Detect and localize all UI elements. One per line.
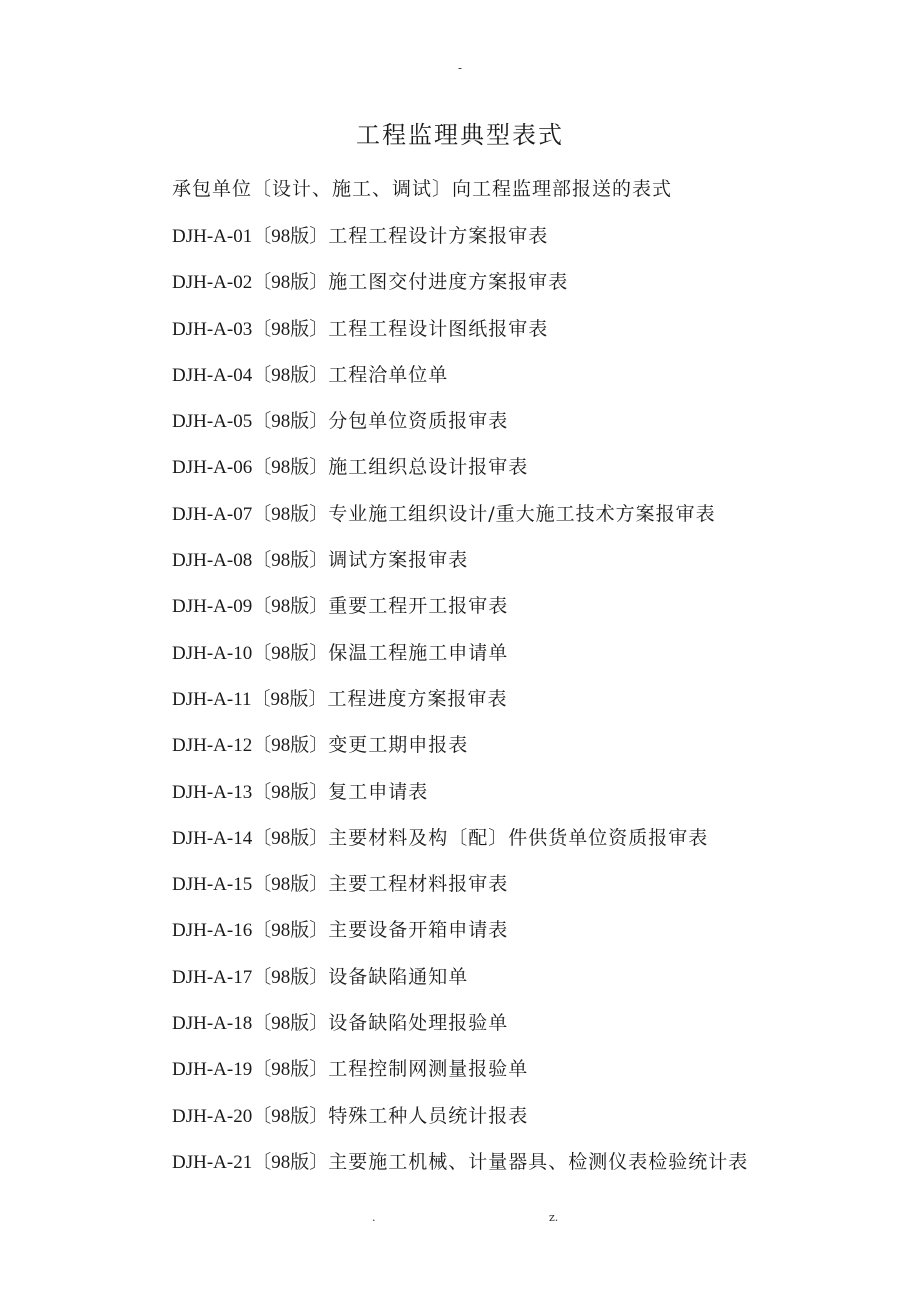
form-code: DJH-A-04〔98版〕: [172, 364, 329, 386]
form-code: DJH-A-03〔98版〕: [172, 318, 329, 340]
list-item: [172, 545, 748, 591]
form-code: DJH-A-16〔98版〕: [172, 920, 329, 942]
list-item: [172, 1008, 748, 1054]
form-name: 施工组织总设计报审表: [328, 456, 529, 479]
form-code: DJH-A-07〔98版〕: [172, 503, 329, 525]
form-code: DJH-A-21〔98版〕: [172, 1151, 329, 1173]
list-item: [172, 406, 748, 452]
form-code: DJH-A-15〔98版〕: [172, 874, 329, 896]
document-title: 工程监理典型表式: [356, 121, 564, 149]
list-item: [172, 499, 748, 545]
form-name: 专业施工组织设计/重大施工技术方案报审表: [328, 502, 716, 525]
page-footer: [0, 1210, 920, 1226]
form-name: 主要施工机械、计量器具、检测仪表检验统计表: [328, 1150, 749, 1173]
list-item: [172, 452, 748, 498]
list-item: [172, 314, 748, 360]
list-item: [172, 962, 748, 1008]
footer-dot: .: [372, 1211, 376, 1224]
form-code: DJH-A-12〔98版〕: [172, 735, 329, 757]
form-list: [172, 221, 748, 1193]
list-item: [172, 684, 748, 730]
list-item: [172, 638, 748, 684]
form-code: DJH-A-08〔98版〕: [172, 550, 329, 572]
form-name: 调试方案报审表: [328, 549, 469, 572]
form-code: DJH-A-11〔98版〕: [172, 688, 328, 710]
form-name: 特殊工种人员统计报表: [328, 1104, 529, 1127]
form-name: 工程洽单位单: [328, 363, 449, 386]
form-code: DJH-A-18〔98版〕: [172, 1013, 329, 1035]
list-item: [172, 823, 748, 869]
form-name: 分包单位资质报审表: [328, 410, 509, 433]
form-name: 工程工程设计图纸报审表: [328, 317, 549, 340]
form-name: 保温工程施工申请单: [328, 641, 509, 664]
form-name: 复工申请表: [328, 780, 429, 803]
form-code: DJH-A-06〔98版〕: [172, 457, 329, 479]
form-name: 设备缺陷通知单: [328, 965, 469, 988]
form-code: DJH-A-14〔98版〕: [172, 827, 329, 849]
form-code: DJH-A-09〔98版〕: [172, 596, 329, 618]
form-code: DJH-A-01〔98版〕: [172, 226, 329, 247]
list-item: [172, 591, 748, 637]
form-code: DJH-A-02〔98版〕: [172, 272, 329, 294]
page-header-mark: -: [457, 61, 463, 75]
form-name: 主要材料及构〔配〕件供货单位资质报审表: [328, 826, 709, 849]
list-item: [172, 1054, 748, 1100]
form-name: 主要工程材料报审表: [328, 873, 509, 896]
form-code: DJH-A-20〔98版〕: [172, 1105, 329, 1127]
form-name: 工程进度方案报审表: [327, 687, 508, 710]
form-name: 重要工程开工报审表: [328, 595, 509, 618]
list-item: [172, 777, 748, 823]
form-name: 施工图交付进度方案报审表: [328, 271, 569, 294]
list-item: [172, 730, 748, 776]
list-item: [172, 1147, 748, 1193]
form-code: DJH-A-05〔98版〕: [172, 411, 329, 433]
section-subtitle: 承包单位〔设计、施工、调试〕向工程监理部报送的表式: [172, 178, 673, 200]
list-item: [172, 1101, 748, 1147]
form-name: 主要设备开箱申请表: [328, 919, 509, 942]
form-code: DJH-A-10〔98版〕: [172, 642, 329, 664]
form-code: DJH-A-17〔98版〕: [172, 966, 329, 988]
form-name: 变更工期申报表: [328, 734, 469, 757]
form-code: DJH-A-19〔98版〕: [172, 1059, 329, 1081]
list-item: [172, 267, 748, 313]
list-item: [172, 915, 748, 961]
form-name: 设备缺陷处理报验单: [328, 1012, 509, 1035]
footer-mark: z.: [549, 1211, 559, 1224]
form-name: 工程控制网测量报验单: [328, 1058, 529, 1081]
form-name: 工程工程设计方案报审表: [328, 225, 549, 247]
list-item: [172, 869, 748, 915]
list-item: [172, 221, 748, 267]
form-code: DJH-A-13〔98版〕: [172, 781, 329, 803]
list-item: [172, 360, 748, 406]
